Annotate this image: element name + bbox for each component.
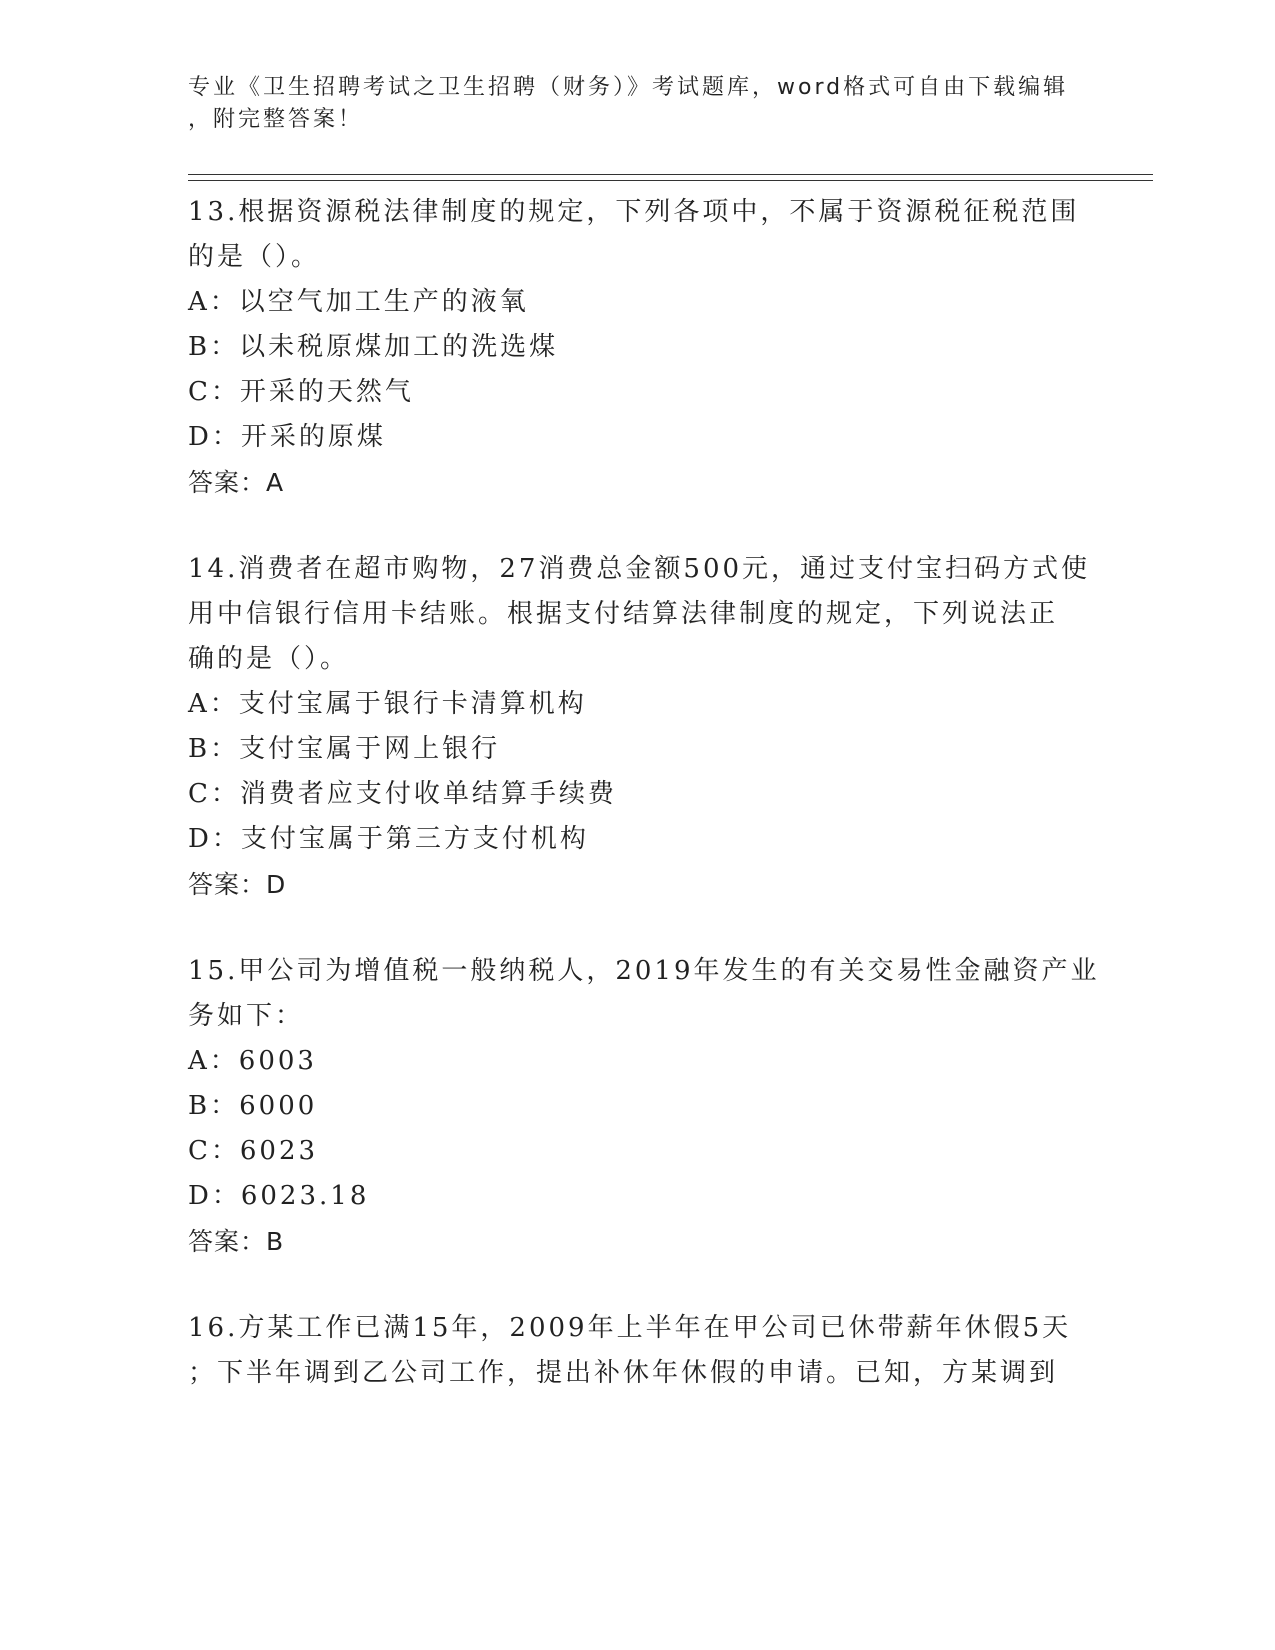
option-c: C：消费者应支付收单结算手续费 [188, 779, 617, 809]
option-d: D：开采的原煤 [188, 422, 386, 452]
header-line-1: 专业《卫生招聘考试之卫生招聘（财务）》考试题库，word格式可自由下载编辑 [188, 75, 1069, 100]
header-divider-bottom [188, 180, 1153, 181]
question-15 [188, 949, 1100, 1264]
document-header [188, 72, 1068, 136]
option-c: C：6023 [188, 1136, 319, 1166]
option-b: B：6000 [188, 1091, 318, 1121]
question-stem-line: 13.根据资源税法律制度的规定，下列各项中，不属于资源税征税范围 [188, 197, 1080, 227]
question-14 [188, 547, 1091, 907]
answer-label: 答案：D [188, 870, 287, 899]
option-b: B：支付宝属于网上银行 [188, 734, 501, 764]
header-line-2: ，附完整答案！ [188, 107, 364, 132]
question-16 [188, 1306, 1088, 1396]
question-stem-line: 的是（）。 [188, 242, 321, 272]
option-c: C：开采的天然气 [188, 377, 414, 407]
answer-label: 答案：B [188, 1227, 285, 1256]
question-stem-line: 15.甲公司为增值税一般纳税人，2019年发生的有关交易性金融资产业 [188, 956, 1100, 986]
question-stem-line: 14.消费者在超市购物，27消费总金额500元，通过支付宝扫码方式使 [188, 554, 1091, 584]
option-a: A：6003 [188, 1046, 317, 1076]
header-divider-top [188, 174, 1153, 175]
question-stem-line: 用中信银行信用卡结账。根据支付结算法律制度的规定，下列说法正 [188, 599, 1059, 629]
option-d: D：支付宝属于第三方支付机构 [188, 824, 589, 854]
question-stem-line: 16.方某工作已满15年，2009年上半年在甲公司已休带薪年休假5天 [188, 1313, 1072, 1343]
question-13 [188, 190, 1088, 505]
question-stem-line: 务如下： [188, 1001, 305, 1031]
answer-label: 答案：A [188, 468, 285, 497]
question-list [188, 190, 1100, 1396]
option-a: A：以空气加工生产的液氧 [188, 287, 529, 317]
option-a: A：支付宝属于银行卡清算机构 [188, 689, 587, 719]
question-stem-line: ；下半年调到乙公司工作，提出补休年休假的申请。已知，方某调到 [188, 1358, 1059, 1388]
question-stem-line: 确的是（）。 [188, 644, 350, 674]
option-b: B：以未税原煤加工的洗选煤 [188, 332, 559, 362]
option-d: D：6023.18 [188, 1181, 370, 1211]
